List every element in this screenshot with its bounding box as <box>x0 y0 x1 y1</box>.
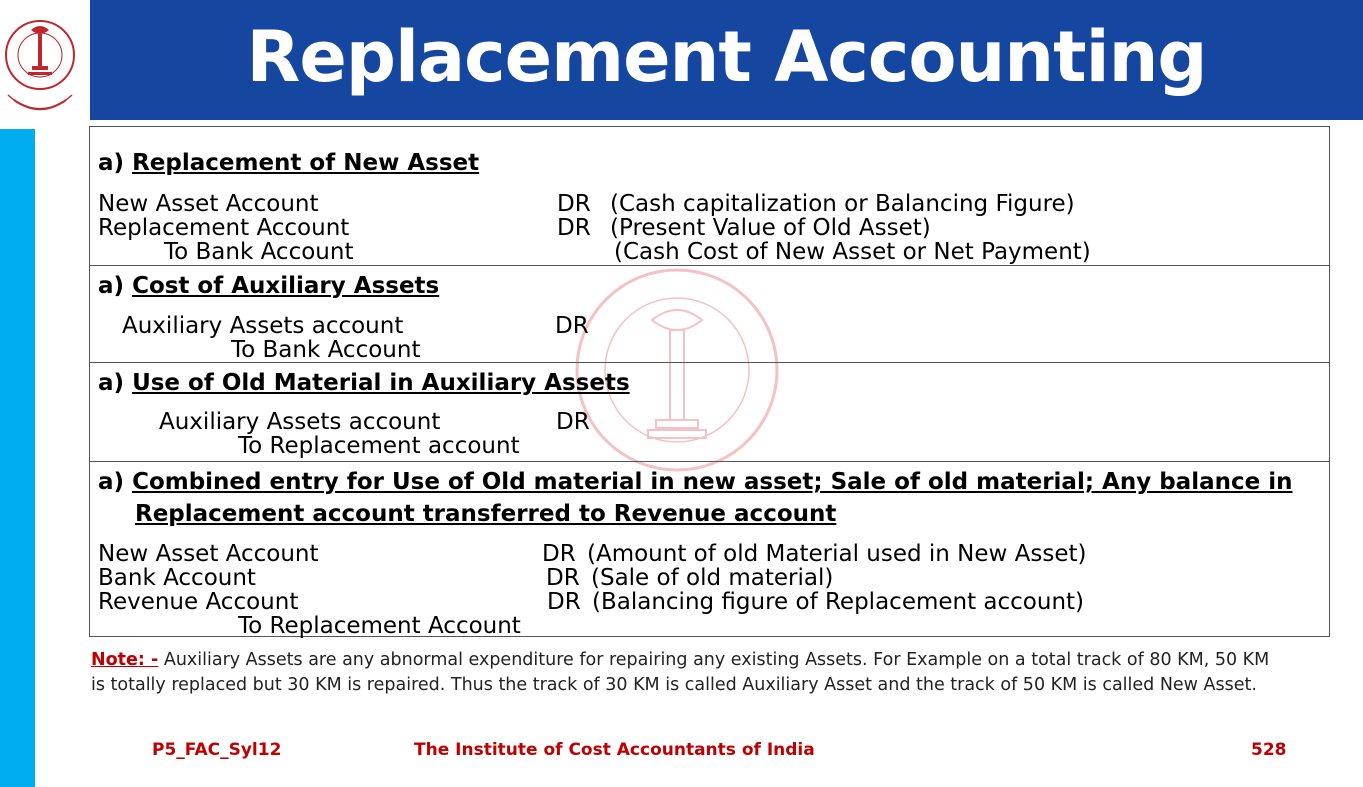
section-label: a) <box>98 273 125 299</box>
section-combined-entry <box>89 462 1330 637</box>
slide-title: Replacement Accounting <box>246 16 1207 98</box>
section-title: Replacement of New Asset <box>132 150 480 176</box>
entry-note: (Cash capitalization or Balancing Figure) <box>610 191 1075 217</box>
entry-dr: DR <box>556 409 590 435</box>
section-title: Combined entry for Use of Old material in new asset; Sale of old material; Any balance in <box>132 469 1293 495</box>
entry-dr: DR <box>555 313 589 339</box>
entry-account: Bank Account <box>98 565 256 591</box>
section-replacement-of-new-asset <box>89 126 1330 266</box>
footer-page-number: 528 <box>1251 740 1287 760</box>
footer-institute-name: The Institute of Cost Accountants of India <box>414 740 815 760</box>
entry-account: Replacement Account <box>98 215 350 241</box>
entry-account: To Bank Account <box>164 239 354 265</box>
entry-dr: DR <box>557 215 591 241</box>
entry-note: (Cash Cost of New Asset or Net Payment) <box>614 239 1091 265</box>
entry-note: (Amount of old Material used in New Asset) <box>587 541 1087 567</box>
section-label: a) <box>98 150 125 176</box>
section-heading <box>98 468 1292 496</box>
entry-account: To Bank Account <box>231 337 421 363</box>
left-accent-bar <box>0 129 35 787</box>
entry-account: New Asset Account <box>98 541 319 567</box>
header-bar <box>90 0 1363 120</box>
note-label: Note: - <box>91 650 159 670</box>
section-label: a) <box>98 370 125 396</box>
entry-dr: DR <box>542 541 576 567</box>
section-heading <box>98 272 439 300</box>
entry-note: (Present Value of Old Asset) <box>610 215 931 241</box>
entry-account: Revenue Account <box>98 589 299 615</box>
entries-table <box>89 126 1330 637</box>
entry-account: To Replacement Account <box>238 613 521 639</box>
entry-account: To Replacement account <box>238 433 520 459</box>
section-heading <box>98 149 479 177</box>
footer-course-code: P5_FAC_Syl12 <box>152 740 282 760</box>
note-paragraph <box>91 648 1276 698</box>
entry-note: (Balancing figure of Replacement account) <box>592 589 1085 615</box>
section-heading-continued <box>135 500 836 528</box>
note-text: Auxiliary Assets are any abnormal expenditure for repairing any existing Assets. For Example on a total track of 80 KM, 50 KM is totally replaced but 30 KM is repaired. Thus the track of 30 KM is called Auxiliary Asset and the track of 50 KM is called New Asset. <box>91 650 1270 695</box>
institute-logo <box>0 0 80 124</box>
section-cost-of-auxiliary-assets <box>89 266 1330 363</box>
entry-account: Auxiliary Assets account <box>159 409 441 435</box>
section-label: a) <box>98 469 125 495</box>
section-title: Use of Old Material in Auxiliary Assets <box>132 370 630 396</box>
section-title-line2: Replacement account transferred to Revenue account <box>135 501 837 527</box>
section-use-of-old-material <box>89 363 1330 462</box>
entry-dr: DR <box>547 589 581 615</box>
entry-note: (Sale of old material) <box>591 565 834 591</box>
entry-dr: DR <box>546 565 580 591</box>
entry-account: New Asset Account <box>98 191 319 217</box>
section-title: Cost of Auxiliary Assets <box>132 273 440 299</box>
section-heading <box>98 369 630 397</box>
entry-account: Auxiliary Assets account <box>122 313 404 339</box>
entry-dr: DR <box>557 191 591 217</box>
